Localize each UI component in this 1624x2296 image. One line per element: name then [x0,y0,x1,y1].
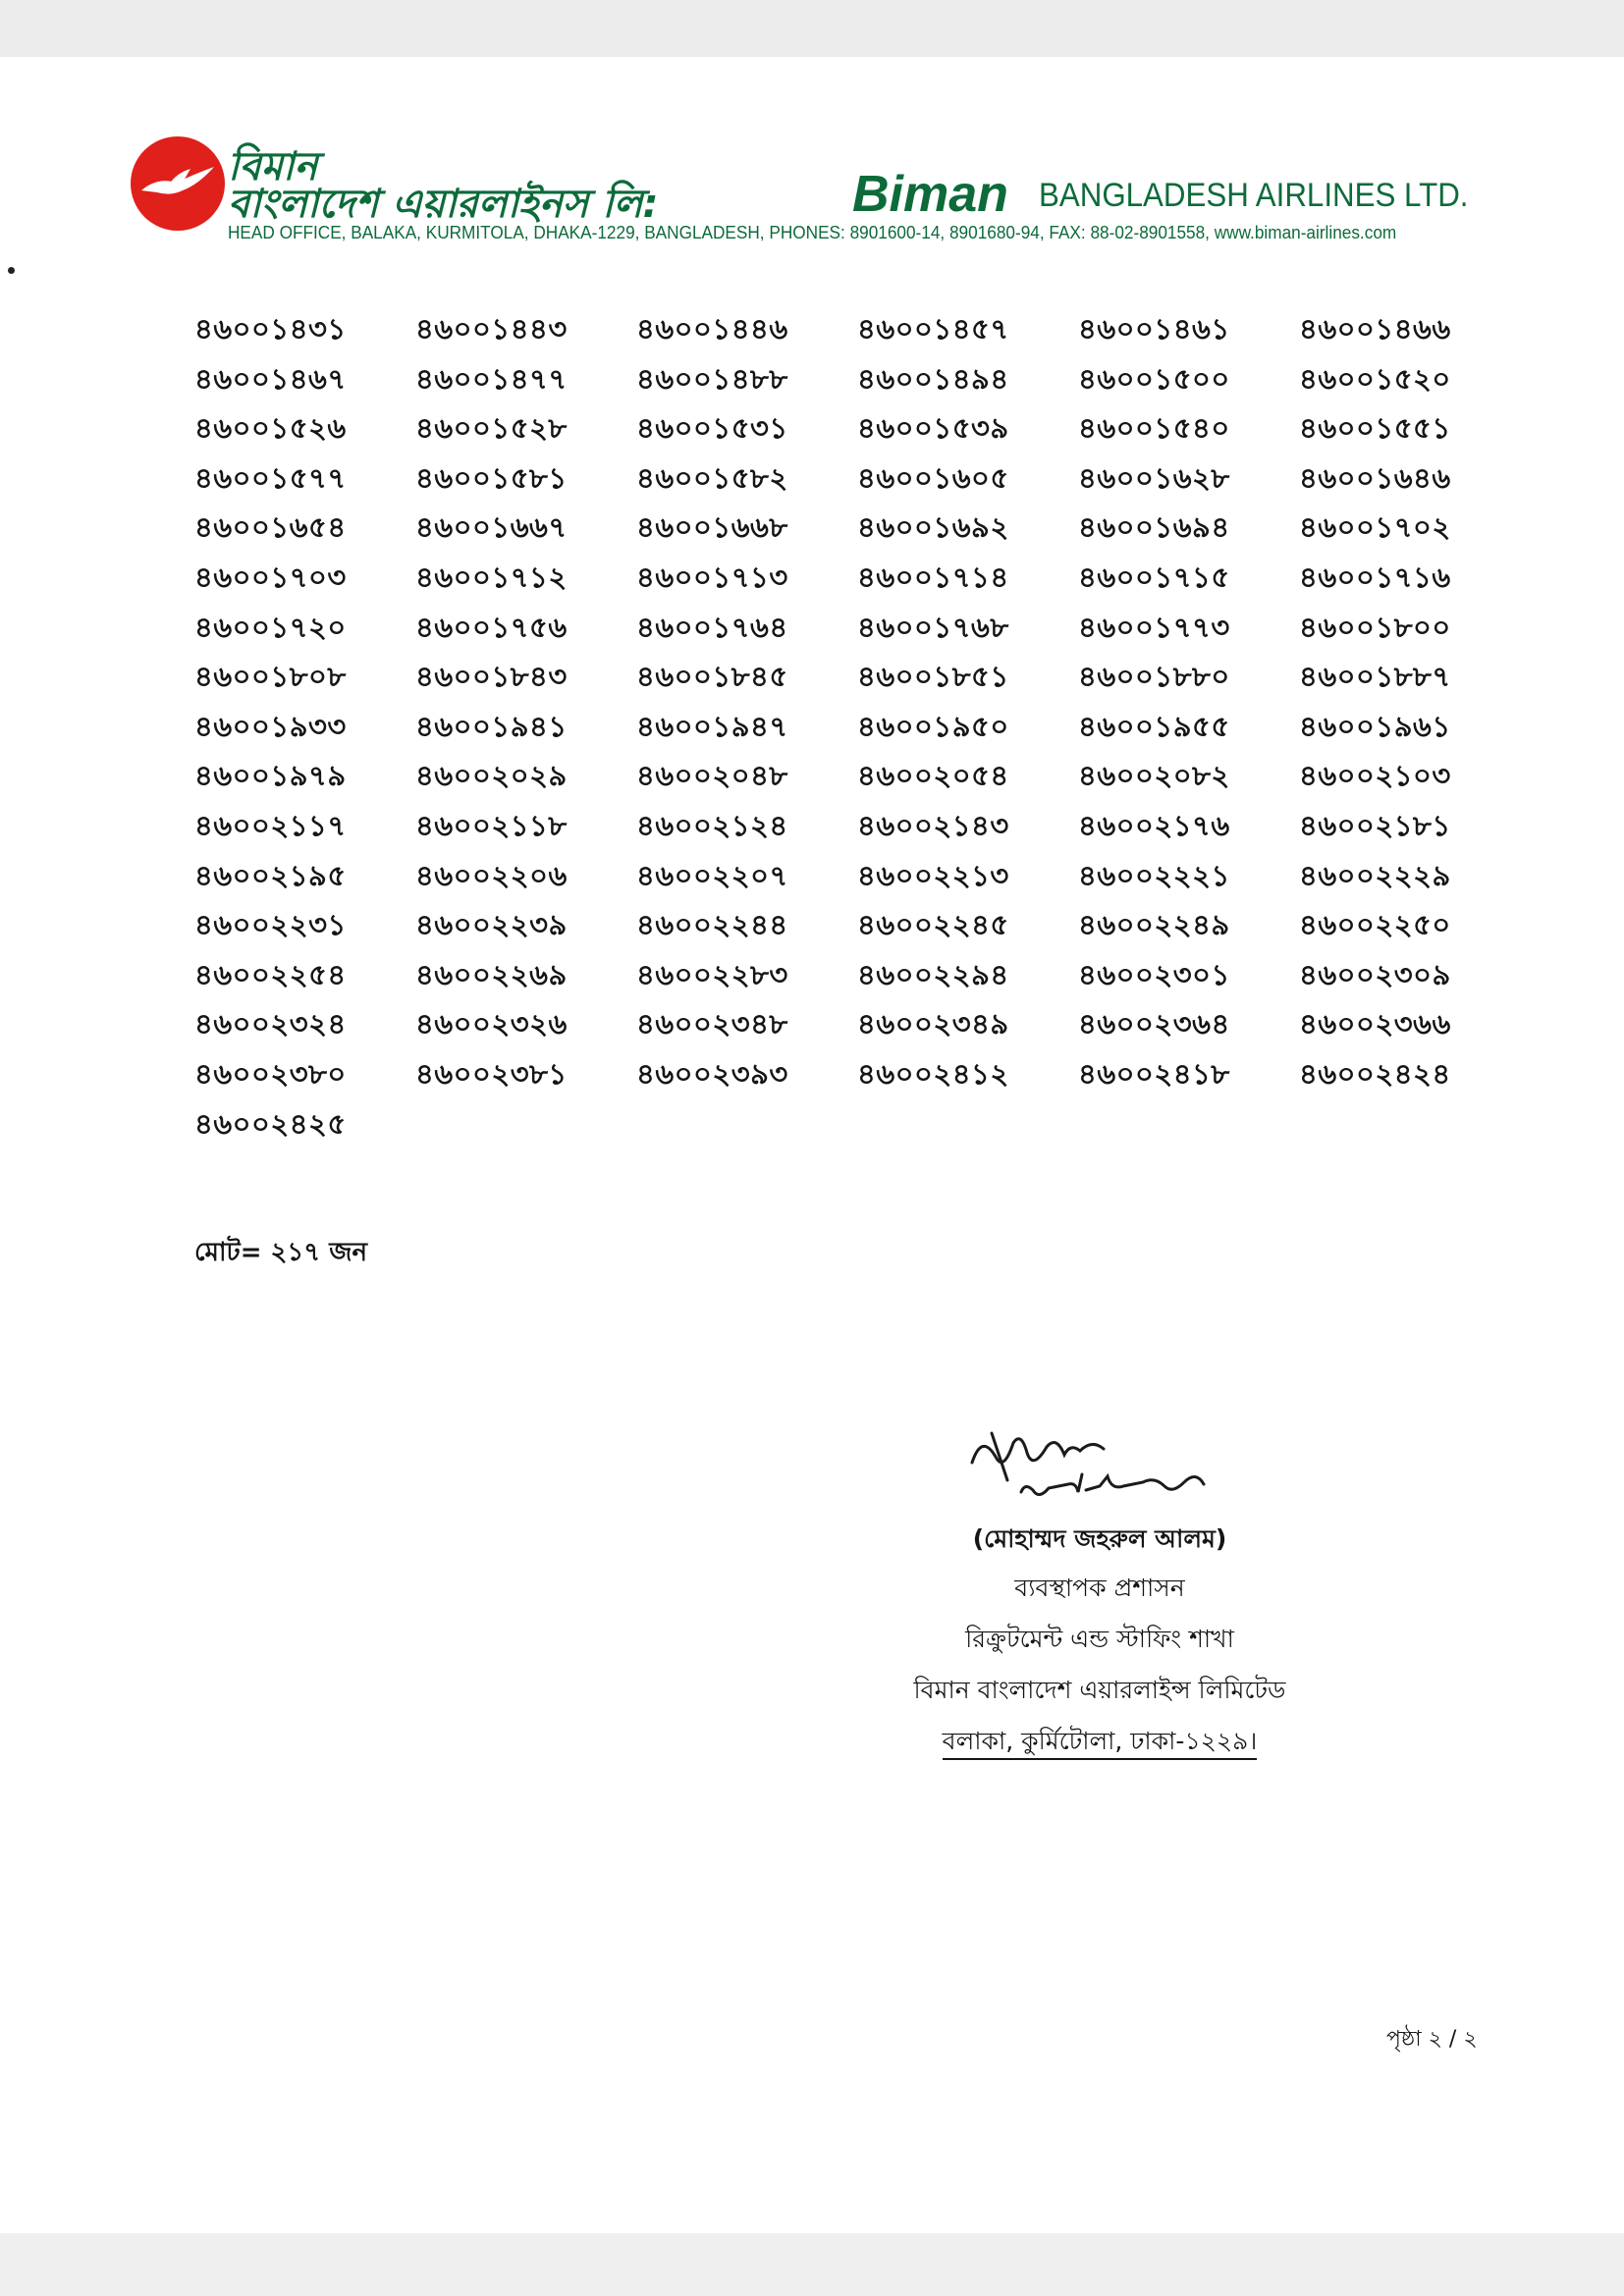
signatory-address-line [844,1722,1355,1764]
roll-number-cell: ৪৬০০২২০৬ [415,858,568,892]
roll-number-cell: ৪৬০০১৮০০ [1299,610,1451,644]
roll-number-cell: ৪৬০০১৪৬৬ [1299,312,1451,346]
roll-number-cell: ৪৬০০২৩৮১ [415,1056,568,1091]
roll-number-cell: ৪৬০০১৫০০ [1078,361,1230,396]
roll-number-cell: ৪৬০০১৪৮৮ [636,361,788,396]
roll-number-cell: ৪৬০০২৩৬৬ [1299,1007,1451,1041]
roll-number-cell: ৪৬০০২৩০৯ [1299,957,1451,991]
roll-number-cell: ৪৬০০১৪৫৭ [857,312,1009,346]
roll-number-cell: ৪৬০০১৮৪৫ [636,660,788,694]
brand-name-english: Biman [852,166,1008,223]
roll-number-cell: ৪৬০০১৪৯৪ [857,361,1009,396]
signatory-department: রিক্রুটমেন্ট এন্ড স্টাফিং শাখা [965,1625,1234,1653]
roll-number-cell: ৪৬০০১৭১৪ [857,560,1009,594]
brand-name-english-subtitle: BANGLADESH AIRLINES LTD. [1039,177,1469,214]
roll-number-cell: ৪৬০০২৩২৬ [415,1007,568,1041]
roll-number-cell: ৪৬০০১৭০২ [1299,510,1451,545]
roll-number-cell: ৪৬০০২২৬৯ [415,957,568,991]
roll-number-cell: ৪৬০০২২৮৩ [636,957,788,991]
roll-number-cell: ৪৬০০২২১৩ [857,858,1009,892]
roll-number-cell: ৪৬০০১৬৬৮ [636,510,788,545]
scan-bottom-edge [0,2233,1624,2296]
roll-number-cell: ৪৬০০১৬৪৬ [1299,460,1451,495]
roll-number-cell: ৪৬০০২০৫৪ [857,759,1009,793]
page-number: পৃষ্ঠা ২ / ২ [1386,2027,1478,2052]
roll-number-cell: ৪৬০০১৫৩১ [636,411,788,446]
roll-number-cell: ৪৬০০১৯৩৩ [194,709,347,743]
handwritten-signature [962,1414,1335,1531]
roll-number-cell: ৪৬০০২২৩৯ [415,908,568,942]
roll-number-cell: ৪৬০০১৭০৩ [194,560,347,594]
roll-number-cell: ৪৬০০২৩৯৩ [636,1056,788,1091]
signatory-designation: ব্যবস্থাপক প্রশাসন [1014,1574,1185,1602]
roll-number-cell: ৪৬০০১৯৪৭ [636,709,788,743]
roll-number-cell: ৪৬০০২১০৩ [1299,759,1451,793]
roll-number-cell: ৪৬০০২২২১ [1078,858,1230,892]
roll-number-cell: ৪৬০০২৩৪৯ [857,1007,1009,1041]
roll-number-cell: ৪৬০০১৯৫০ [857,709,1009,743]
roll-number-cell: ৪৬০০১৭১৩ [636,560,788,594]
roll-number-cell: ৪৬০০১৯৬১ [1299,709,1451,743]
roll-number-cell: ৪৬০০২৪২৪ [1299,1056,1451,1091]
roll-number-cell: ৪৬০০১৪৬৭ [194,361,347,396]
roll-number-cell: ৪৬০০২২০৭ [636,858,788,892]
roll-number-cell: ৪৬০০২১৪৩ [857,808,1009,842]
roll-number-cell: ৪৬০০১৭২০ [194,610,347,644]
roll-number-cell: ৪৬০০১৮৪৩ [415,660,568,694]
roll-number-cell: ৪৬০০১৭১২ [415,560,568,594]
roll-number-cell: ৪৬০০১৬৬৭ [415,510,568,545]
roll-number-grid [194,304,1490,1148]
roll-number-cell: ৪৬০০১৭৬৮ [857,610,1009,644]
roll-number-cell: ৪৬০০১৮৫১ [857,660,1009,694]
roll-number-cell: ৪৬০০২৩৬৪ [1078,1007,1230,1041]
roll-number-cell: ৪৬০০১৭১৬ [1299,560,1451,594]
roll-number-cell: ৪৬০০১৪৬১ [1078,312,1230,346]
roll-number-cell: ৪৬০০১৯৭৯ [194,759,347,793]
roll-number-cell: ৪৬০০১৫৩৯ [857,411,1009,446]
biman-logo-icon [128,133,228,234]
roll-number-cell: ৪৬০০১৪৪৬ [636,312,788,346]
roll-number-cell: ৪৬০০২২৪৫ [857,908,1009,942]
roll-number-cell: ৪৬০০১৫৮১ [415,460,568,495]
roll-number-cell: ৪৬০০১৮৮৭ [1299,660,1451,694]
scan-top-edge [0,0,1624,57]
roll-number-cell: ৪৬০০১৫২৮ [415,411,568,446]
roll-number-cell: ৪৬০০১৯৪১ [415,709,568,743]
roll-number-cell: ৪৬০০১৯৫৫ [1078,709,1230,743]
roll-number-cell: ৪৬০০১৪৪৩ [415,312,568,346]
roll-number-cell: ৪৬০০১৫৫১ [1299,411,1451,446]
roll-number-cell: ৪৬০০২২৪৪ [636,908,788,942]
head-office-address: HEAD OFFICE, BALAKA, KURMITOLA, DHAKA-1229, BANGLADESH, PHONES: 8901600-14, 8901680-94, FAX: 88-02-8901558, www.biman-airlines.com [228,222,1397,242]
roll-number-cell: ৪৬০০২২৫০ [1299,908,1451,942]
roll-number-cell: ৪৬০০২৩৪৮ [636,1007,788,1041]
roll-number-cell: ৪৬০০২১১৭ [194,808,347,842]
roll-number-cell: ৪৬০০২৩২৪ [194,1007,347,1041]
roll-number-cell: ৪৬০০১৬০৫ [857,460,1009,495]
roll-number-cell: ৪৬০০১৪৭৭ [415,361,568,396]
roll-number-cell: ৪৬০০২১২৪ [636,808,788,842]
signatory-organization: বিমান বাংলাদেশ এয়ারলাইন্স লিমিটেড [913,1676,1286,1704]
roll-number-cell: ৪৬০০১৮০৮ [194,660,347,694]
roll-number-cell: ৪৬০০১৫২০ [1299,361,1451,396]
roll-number-cell: ৪৬০০২০৪৮ [636,759,788,793]
total-count: মোট= ২১৭ জন [194,1238,368,1267]
roll-number-cell: ৪৬০০১৭৬৪ [636,610,788,644]
roll-number-cell: ৪৬০০১৫৭৭ [194,460,347,495]
roll-number-cell: ৪৬০০১৭৫৬ [415,610,568,644]
roll-number-cell: ৪৬০০২০৮২ [1078,759,1230,793]
signatory-name: (মোহাম্মদ জহরুল আলম) [972,1524,1227,1553]
roll-number-cell: ৪৬০০১৪৩১ [194,312,347,346]
roll-number-cell: ৪৬০০১৬৯২ [857,510,1009,545]
roll-number-cell: ৪৬০০২২৪৯ [1078,908,1230,942]
roll-number-cell: ৪৬০০২২৩১ [194,908,347,942]
roll-number-cell: ৪৬০০১৫২৬ [194,411,347,446]
roll-number-cell: ৪৬০০২০২৯ [415,759,568,793]
roll-number-cell: ৪৬০০২৩০১ [1078,957,1230,991]
roll-number-cell: ৪৬০০১৭৭৩ [1078,610,1230,644]
brand-name-bengali-line1: বিমান [228,144,318,189]
roll-number-cell: ৪৬০০২২৯৪ [857,957,1009,991]
roll-number-cell: ৪৬০০২১৯৫ [194,858,347,892]
roll-number-cell: ৪৬০০১৮৮০ [1078,660,1230,694]
roll-number-cell: ৪৬০০১৭১৫ [1078,560,1230,594]
roll-number-cell: ৪৬০০২৪২৫ [194,1106,347,1141]
margin-dot [8,267,15,274]
roll-number-cell: ৪৬০০১৬৫৪ [194,510,347,545]
roll-number-cell: ৪৬০০২২৫৪ [194,957,347,991]
roll-number-cell: ৪৬০০১৬৯৪ [1078,510,1230,545]
signatory-address: বলাকা, কুর্মিটোলা, ঢাকা-১২২৯। [943,1727,1258,1760]
roll-number-cell: ৪৬০০২৪১৮ [1078,1056,1230,1091]
roll-number-cell: ৪৬০০২২২৯ [1299,858,1451,892]
roll-number-cell: ৪৬০০১৫৮২ [636,460,788,495]
roll-number-cell: ৪৬০০২৪১২ [857,1056,1009,1091]
roll-number-cell: ৪৬০০২১৮১ [1299,808,1451,842]
roll-number-cell: ৪৬০০২১৭৬ [1078,808,1230,842]
roll-number-cell: ৪৬০০১৬২৮ [1078,460,1230,495]
roll-number-cell: ৪৬০০২১১৮ [415,808,568,842]
brand-name-bengali-line2: বাংলাদেশ এয়ারলাইনস লি: [228,182,659,227]
roll-number-cell: ৪৬০০২৩৮০ [194,1056,347,1091]
roll-number-cell: ৪৬০০১৫৪০ [1078,411,1230,446]
